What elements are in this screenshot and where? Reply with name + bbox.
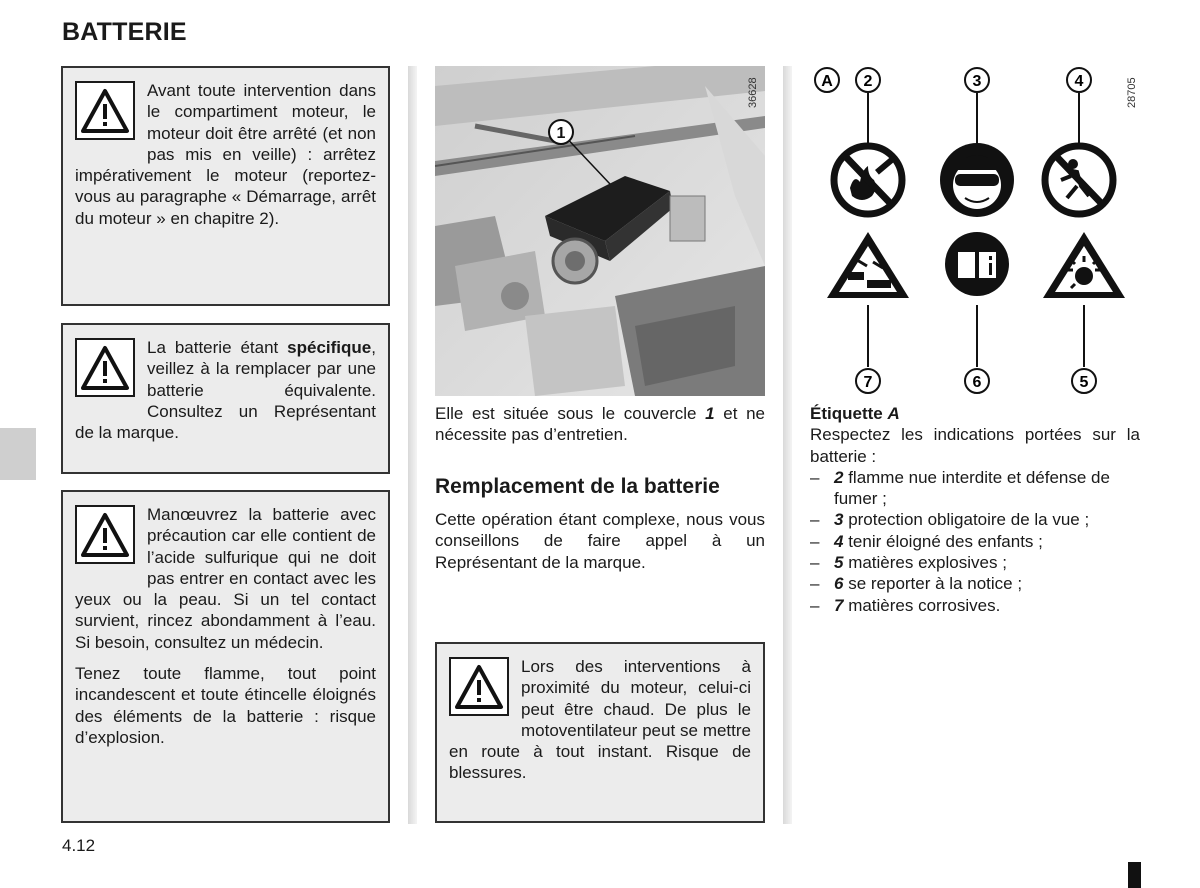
replacement-text: Cette opération étant complexe, nous vous conseillons de faire appel à un Représentant de la marque. <box>435 510 765 572</box>
label-letter-a <box>815 68 839 92</box>
warning-box-hot-engine <box>435 642 765 823</box>
label-legend <box>810 403 1140 616</box>
warning-triangle-icon <box>75 338 135 397</box>
diagram-reference: 28705 <box>1126 77 1138 108</box>
warning-box-engine-stop <box>61 66 390 306</box>
callout-7 <box>856 369 880 393</box>
warning-box-acid <box>61 490 390 823</box>
image-reference: 36628 <box>747 77 759 108</box>
battery-location-text: Elle est située sous le couvercle 1 et ne nécessite pas d’entretien. <box>435 404 765 445</box>
keep-away-from-children-icon <box>1045 146 1113 214</box>
legend-list <box>810 467 1140 616</box>
callout-3 <box>965 68 989 92</box>
warning-text: Avant toute intervention dans le compartiment moteur, le moteur doit être arrêté (et non pas mis en veille) : arrêtez impérativement le moteur (reportez-vous au paragraphe « Démarrage, arrêt du moteur » en chapitre 2). <box>75 81 376 228</box>
svg-text:5: 5 <box>1079 374 1089 391</box>
svg-text:A: A <box>821 73 833 90</box>
corrosive-substances-icon <box>827 232 909 298</box>
legend-title: Étiquette A <box>810 404 900 423</box>
legend-intro: Respectez les indications portées sur la batterie : <box>810 425 1140 466</box>
svg-text:3: 3 <box>972 73 982 90</box>
legend-item: – 6 se reporter à la notice ; <box>810 574 1023 594</box>
callout-5 <box>1072 369 1096 393</box>
callout-6 <box>965 369 989 393</box>
warning-box-specific-battery <box>61 323 390 474</box>
refer-to-manual-icon <box>945 232 1009 296</box>
warning-text: Tenez toute flamme, tout point incandescent et toute étincelle éloignés des éléments de la batterie : risque d’explosion. <box>75 664 376 747</box>
legend-item: – 2 flamme nue interdite et défense de fumer ; <box>810 467 1110 509</box>
legend-item: – 3 protection obligatoire de la vue ; <box>810 510 1090 530</box>
warning-triangle-icon <box>449 657 509 716</box>
section-heading-replacement: Remplacement de la batterie <box>435 475 720 498</box>
page-number: 4.12 <box>62 836 96 855</box>
warning-text: Manœuvrez la batterie avec précaution car elle contient de l’acide sulfurique qui ne doit pas entrer en contact avec les yeux ou la peau. Si un tel contact survient, rincez abondamment à l’eau. Si besoin, consultez un médecin. <box>75 505 376 652</box>
battery-label-diagram <box>805 60 1150 400</box>
callout-1: 1 <box>556 125 566 142</box>
column-divider-left <box>408 66 417 824</box>
chapter-tab <box>0 428 36 480</box>
svg-text:2: 2 <box>863 73 873 90</box>
page-title: BATTERIE <box>62 18 187 46</box>
explosive-substances-icon <box>1043 232 1125 298</box>
eye-protection-icon <box>940 143 1014 217</box>
svg-text:7: 7 <box>863 374 873 391</box>
svg-text:4: 4 <box>1074 73 1084 90</box>
legend-item: – 4 tenir éloigné des enfants ; <box>810 531 1043 551</box>
legend-item: – 5 matières explosives ; <box>810 553 1007 573</box>
engine-compartment-image <box>435 66 765 396</box>
svg-text:6: 6 <box>972 374 982 391</box>
callout-2 <box>856 68 880 92</box>
warning-triangle-icon <box>75 505 135 564</box>
warning-triangle-icon <box>75 81 135 140</box>
page-corner-mark <box>1128 862 1141 888</box>
warning-text: Lors des interventions à proximité du moteur, celui-ci peut être chaud. De plus le motoventilateur peut se mettre en route à tout instant. Risque de blessures. <box>449 657 751 783</box>
column-divider-right <box>783 66 792 824</box>
callout-4 <box>1067 68 1091 92</box>
legend-item: – 7 matières corrosives. <box>810 595 1001 615</box>
warning-text: La batterie étant spécifique, veillez à la remplacer par une batterie équivalente. Consultez un Représentant de la marque. <box>75 338 376 443</box>
no-flame-no-smoking-icon <box>834 146 902 214</box>
